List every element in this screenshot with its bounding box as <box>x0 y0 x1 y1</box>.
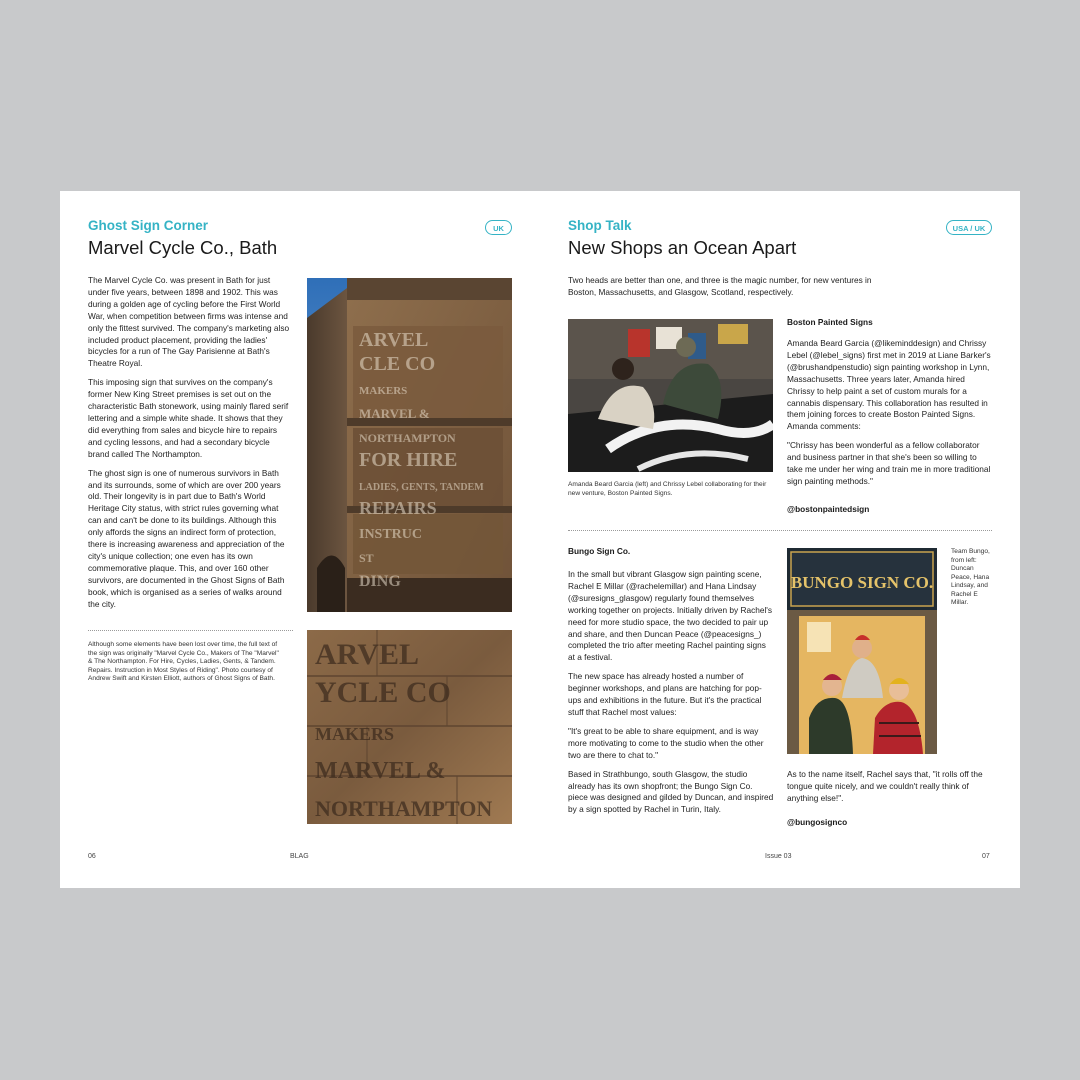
right-headline: New Shops an Ocean Apart <box>568 237 797 258</box>
ghost-sign-lettering: MAKERS <box>315 724 395 744</box>
ghost-sign-lettering: DING <box>359 573 401 590</box>
ghost-sign-closeup-photo <box>307 630 512 824</box>
folio-page-number-left: 06 <box>88 853 96 860</box>
bungo-section-title: Bungo Sign Co. <box>568 546 631 556</box>
bungo-paragraph: The new space has already hosted a number of beginner workshops, and plans are hatching for pop-ups and exhibitions in the future. But it's the practical stuff that Rachel most values: <box>568 671 762 717</box>
divider <box>568 530 992 531</box>
left-headline: Marvel Cycle Co., Bath <box>88 237 278 258</box>
left-paragraph: This imposing sign that survives on the company's former New King Street premises is set out on the characteristic Bath stonework, using mainly flared serif lettering and a simple white shade. It shows that they did everything from sales and bicycle hire to repairs and cycling lessons, and had a secondary bicycle brand called The Northampton. <box>88 377 289 459</box>
right-intro: Two heads are better than one, and three is the magic number, for new ventures in Boston, Massachusetts, and Glasgow, Scotland, respectively. <box>568 275 872 297</box>
ghost-sign-building-photo <box>307 278 512 612</box>
ghost-sign-lettering: LADIES, GENTS, TANDEM <box>359 482 484 493</box>
folio-issue: Issue 03 <box>765 853 792 860</box>
boston-instagram-handle: @bostonpaintedsign <box>787 504 870 514</box>
ghost-sign-lettering: MARVEL & <box>359 406 430 421</box>
folio-page-number-right: 07 <box>982 853 990 860</box>
bungo-sign-lettering: BUNGO SIGN CO. <box>790 573 934 592</box>
boston-section-title: Boston Painted Signs <box>787 317 873 327</box>
ghost-sign-lettering: REPAIRS <box>359 498 437 518</box>
boston-painted-signs-photo <box>568 319 773 472</box>
bungo-paragraph: In the small but vibrant Glasgow sign painting scene, Rachel E Millar (@rachelemillar) and Hana Lindsay (@suresigns_glasgow) regularly found themselves working together on projects. Initially driven by Rachel's need for more studio space, the two decided to pair up and share, and then Duncan Peace (@peacesigns_) completed the trio after meeting Rachel painting signs at a festival. <box>568 569 773 663</box>
left-caption: Although some elements have been lost over time, the full text of the sign was originally "Marvel Cycle Co., Makers of The "Marvel" & The Northampton. For Hire, Cycles, Ladies, Gents, & Tandem. Repairs. Instruction in Most Styles of Riding". Photo courtesy of Andrew Swift and Kirsten Elliott, authors of Ghost Signs of Bath. <box>88 641 279 682</box>
magazine-spread <box>60 191 1020 888</box>
ghost-sign-lettering: CLE CO <box>359 353 436 375</box>
ghost-sign-lettering: NORTHAMPTON <box>359 431 456 445</box>
left-body <box>88 275 293 617</box>
folio-magazine-title: BLAG <box>290 853 309 860</box>
boston-photo-caption: Amanda Beard Garcia (left) and Chrissy Lebel collaborating for their new venture, Boston Painted Signs. <box>568 481 767 497</box>
left-paragraph: The ghost sign is one of numerous survivors in Bath and its surrounds, some of which are over 200 years old. Their longevity is in part due to Bath's World Heritage City status, with strict rules governing what can and can't be done to its buildings. Although this only affords the signs an indirect form of protection, there is increasing awareness and appreciation of the city's unique collection; one even has its own commemorative plaque. This, and over 160 other survivors, are documented in the Ghost Signs of Bath book, which is organised as a series of walks around the city. <box>88 467 285 609</box>
ghost-sign-lettering: FOR HIRE <box>359 449 458 471</box>
bungo-name-quote: As to the name itself, Rachel says that, "it rolls off the tongue quite nicely, and we couldn't really think of anything else!". <box>787 769 983 803</box>
bungo-paragraph: Based in Strathbungo, south Glasgow, the studio already has its own shopfront; the Bungo Sign Co. piece was designed and gilded by Duncan, and inspired by a sign spotted by Rachel in Turin, Italy. <box>568 768 774 815</box>
left-kicker: Ghost Sign Corner <box>88 218 209 233</box>
boston-body <box>787 338 993 495</box>
region-tag-usa-uk: USA / UK <box>946 220 992 235</box>
ghost-sign-lettering: INSTRUC <box>359 527 423 542</box>
bungo-photo-caption: Team Bungo, from left: Duncan Peace, Hana Lindsay, and Rachel E Millar. <box>951 548 990 606</box>
ghost-sign-lettering: ARVEL <box>315 638 419 671</box>
left-paragraph: The Marvel Cycle Co. was present in Bath for just under five years, between 1898 and 1902. This was during a golden age of cycling before the First World War, when competition between firms was intense and only the fittest survived. The company's marketing also included product placement, providing the ladies' bicycles for a run of The Gay Parisienne at Bath's Theatre Royal. <box>88 275 290 369</box>
ghost-sign-lettering: ST <box>359 551 374 565</box>
bungo-instagram-handle: @bungosignco <box>787 817 848 827</box>
bungo-paragraph: "It's great to be able to share equipment, and is way more motivating to come to the studio when the other two are there to chat to." <box>568 725 764 760</box>
bungo-sign-co-photo <box>787 548 937 754</box>
ghost-sign-lettering: YCLE CO <box>315 676 451 709</box>
ghost-sign-lettering: NORTHAMPTON <box>315 796 493 821</box>
boston-paragraph: "Chrissy has been wonderful as a fellow collaborator and business partner in that she's been so willing to take me under her wing and train me in more traditional sign painting methods." <box>787 440 991 486</box>
boston-paragraph: Amanda Beard Garcia (@likeminddesign) and Chrissy Lebel (@lebel_signs) first met in 2019 at Liane Barker's (@brushandpenstudio) sign painting workshop in Lynn, Massachusetts. Three years later, Amanda hired Chrissy to help paint a set of custom murals for a cannabis dispensary. This collaboration has resulted in them joining forces to create Boston Painted Signs. Amanda comments: <box>787 338 991 432</box>
ghost-sign-lettering: ARVEL <box>359 329 429 351</box>
ghost-sign-lettering: MARVEL & <box>315 758 446 784</box>
divider <box>88 630 293 631</box>
right-kicker: Shop Talk <box>568 218 632 233</box>
ghost-sign-lettering: MAKERS <box>359 385 408 397</box>
region-tag-uk: UK <box>485 220 512 235</box>
bungo-body <box>568 569 774 823</box>
